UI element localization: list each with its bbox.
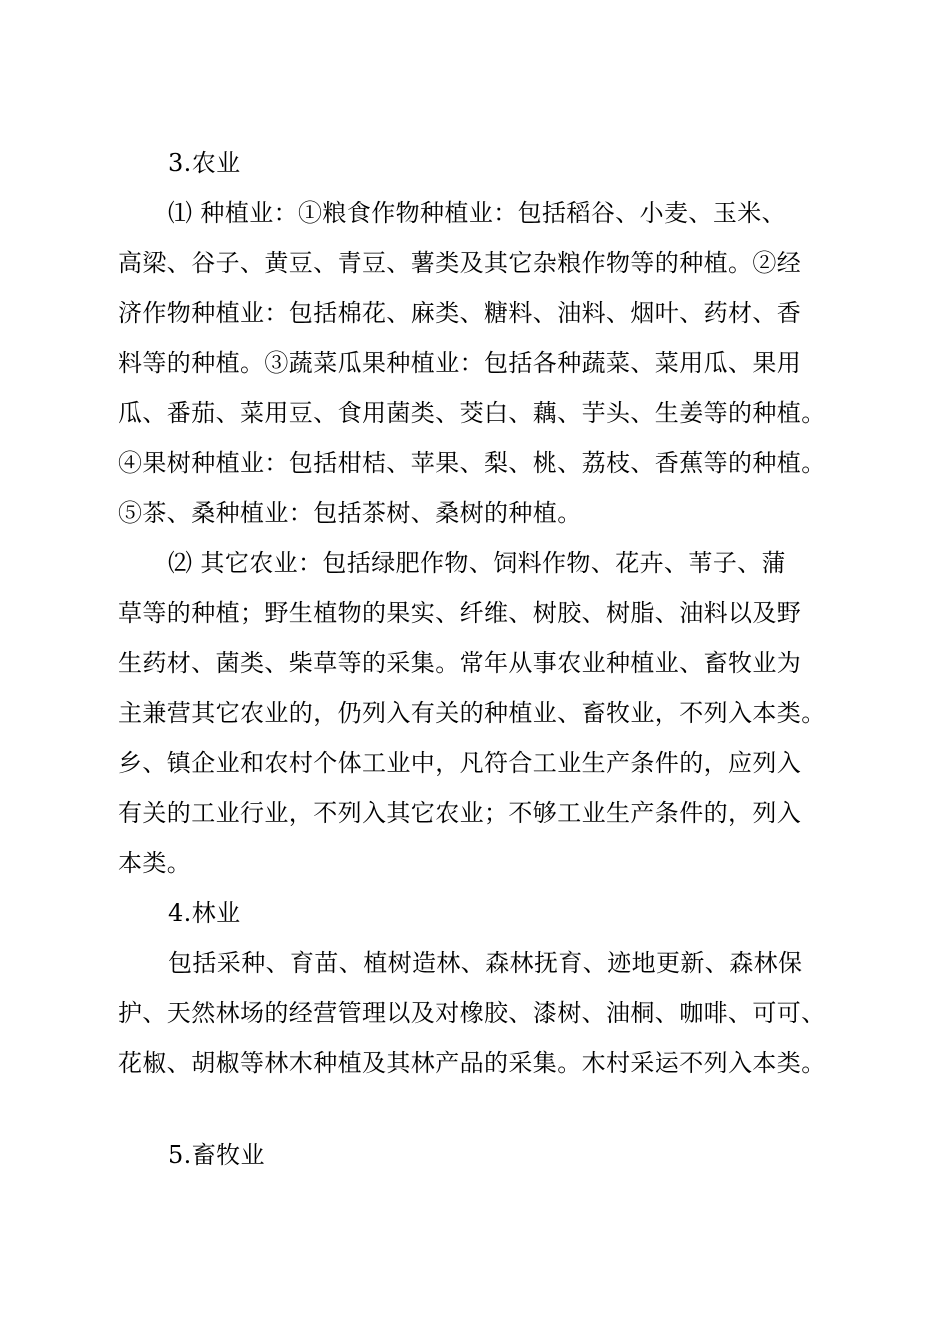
paragraph-line: ⑵ 其它农业：包括绿肥作物、饲料作物、花卉、苇子、蒲	[168, 549, 787, 577]
paragraph-line: 护、天然林场的经营管理以及对橡胶、漆树、油桐、咖啡、可可、	[118, 999, 826, 1027]
paragraph-line: 花椒、胡椒等林木种植及其林产品的采集。木村采运不列入本类。	[118, 1049, 826, 1077]
paragraph-line: ④果树种植业：包括柑桔、苹果、梨、桃、荔枝、香蕉等的种植。	[118, 449, 826, 477]
section-heading-forestry: 4.林业	[168, 899, 241, 927]
paragraph-line: 料等的种植。③蔬菜瓜果种植业：包括各种蔬菜、菜用瓜、果用	[118, 349, 802, 377]
paragraph-line: 包括采种、育苗、植树造林、森林抚育、迹地更新、森林保	[168, 949, 803, 977]
paragraph-line: 本类。	[118, 849, 192, 877]
paragraph-line: 草等的种植；野生植物的果实、纤维、树胶、树脂、油料以及野	[118, 599, 802, 627]
paragraph-line: ⑤茶、桑种植业：包括茶树、桑树的种植。	[118, 499, 582, 527]
paragraph-line: 瓜、番茄、菜用豆、食用菌类、茭白、藕、芋头、生姜等的种植。	[118, 399, 826, 427]
section-heading-livestock: 5.畜牧业	[168, 1141, 265, 1169]
paragraph-line: 高梁、谷子、黄豆、青豆、薯类及其它杂粮作物等的种植。②经	[118, 249, 802, 277]
paragraph-line: 乡、镇企业和农村个体工业中，凡符合工业生产条件的，应列入	[118, 749, 802, 777]
section-heading-agriculture: 3.农业	[168, 149, 241, 177]
paragraph-line: 有关的工业行业，不列入其它农业；不够工业生产条件的，列入	[118, 799, 802, 827]
paragraph-line: 主兼营其它农业的，仍列入有关的种植业、畜牧业，不列入本类。	[118, 699, 826, 727]
paragraph-line: ⑴ 种植业：①粮食作物种植业：包括稻谷、小麦、玉米、	[168, 199, 787, 227]
paragraph-line: 济作物种植业：包括棉花、麻类、糖料、油料、烟叶、药材、香	[118, 299, 802, 327]
paragraph-line: 生药材、菌类、柴草等的采集。常年从事农业种植业、畜牧业为	[118, 649, 802, 677]
